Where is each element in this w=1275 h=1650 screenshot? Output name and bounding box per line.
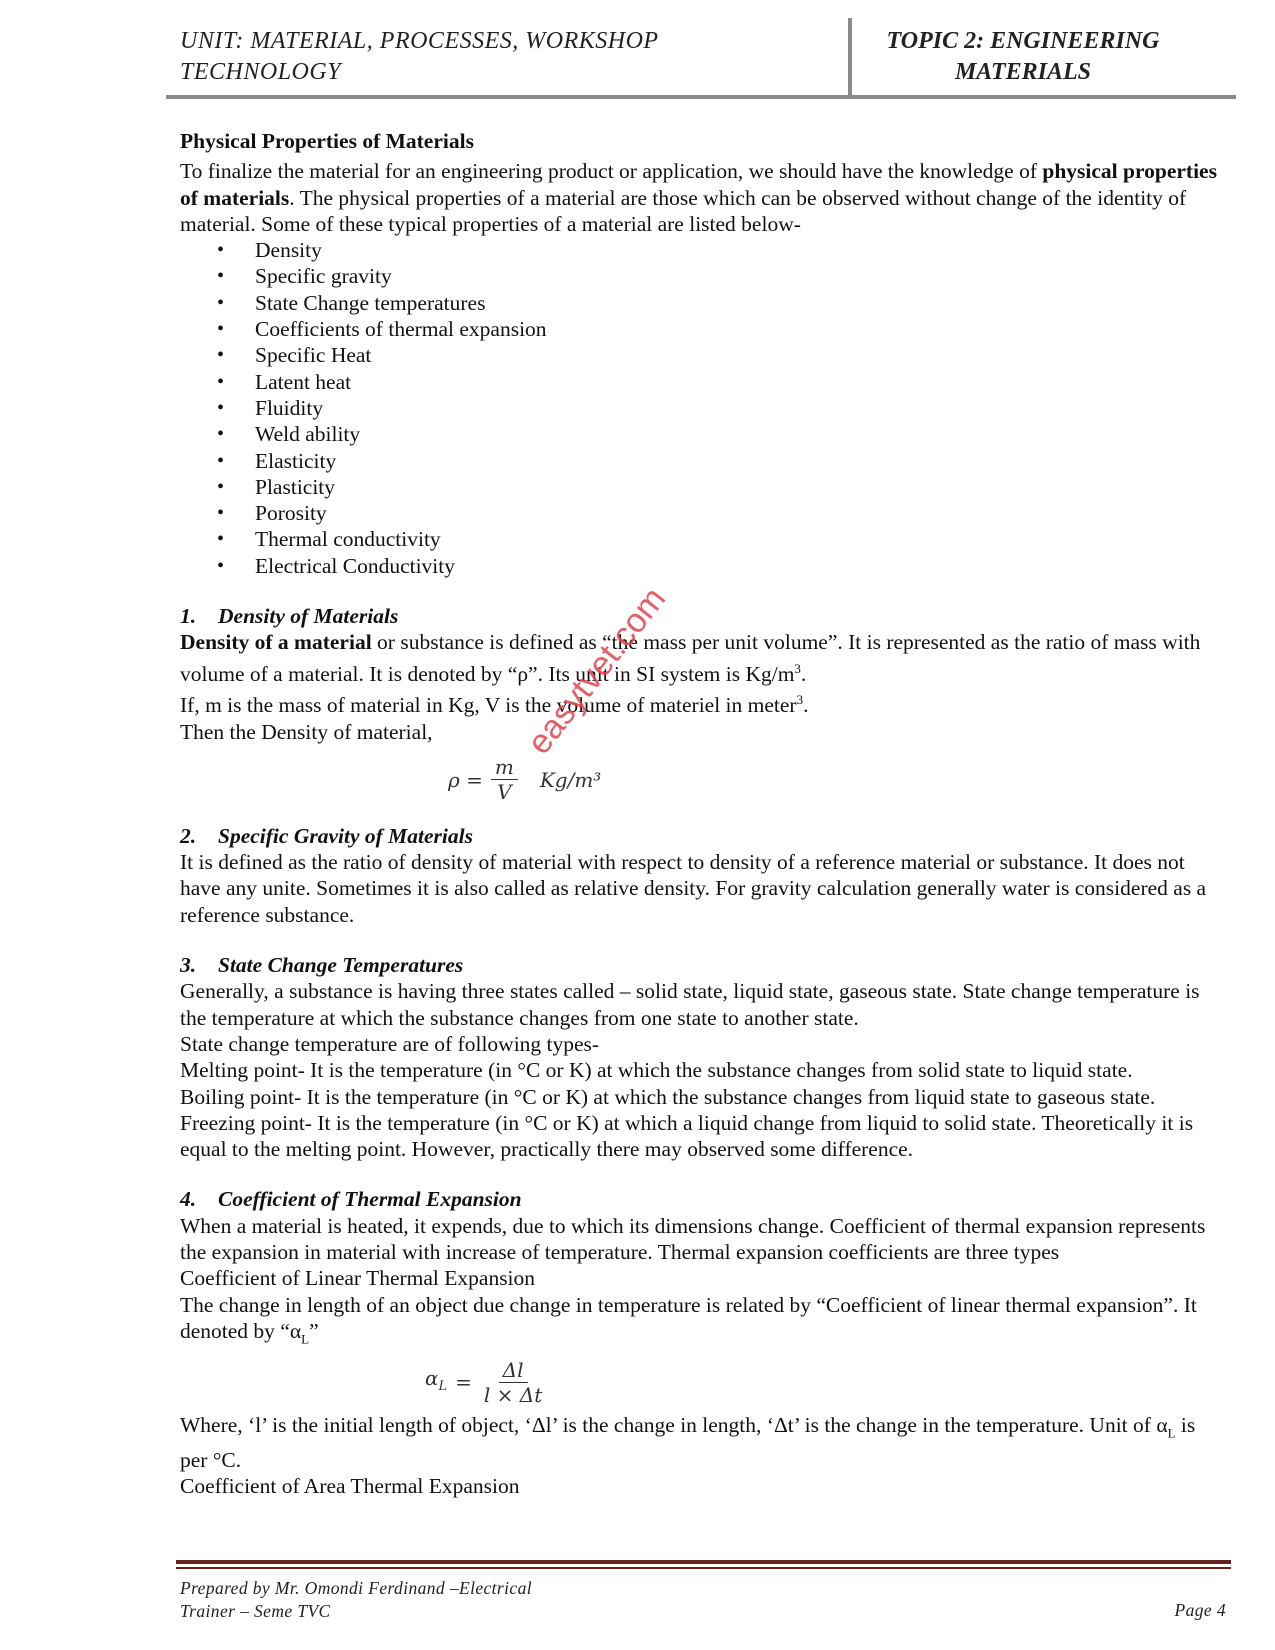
density-formula-unit: Kg/m³ [539,767,602,792]
intro-paragraph: To finalize the material for an engineering product or application, we should have the knowledge of physical properties of materials. The physical properties of a material are those which can be observed without change of the identity of material. Some of these typical properties of a material are listed below- [180,159,1217,236]
linear-formula-numerator: Δl [499,1358,528,1383]
section-title-thermal-expansion: 4. Coefficient of Thermal Expansion [180,1187,522,1212]
thermal-paragraph-1: When a material is heated, it expends, due to which its dimensions change. Coefficient of thermal expansion represents the expansion in material with increase of temperature. Thermal expansion coefficients are three types [180,1213,1206,1264]
footer-author-line1: Prepared by Mr. Omondi Ferdinand –Electrical [180,1578,532,1598]
list-item: • Electrical Conductivity [180,553,1220,579]
density-formula [448,751,1220,809]
header-divider-vertical [848,18,852,98]
page-number: Page 4 [1174,1600,1226,1620]
list-item: • Porosity [180,500,1220,526]
thermal-paragraph-5: Coefficient of Area Thermal Expansion [180,1474,520,1499]
state-paragraph-2: State change temperature are of following types- [180,1031,600,1056]
footer-author-line2: Trainer – Seme TVC [180,1601,331,1621]
state-paragraph-melting: Melting point- It is the temperature (in °C or K) at which the substance changes from solid state to liquid state. [180,1058,1133,1083]
watermark: easytvet.com [520,580,674,762]
density-paragraph-3: Then the Density of material, [180,719,433,744]
properties-list [180,237,1220,579]
list-item: • Thermal conductivity [180,526,1220,552]
density-formula-numerator: m [491,755,518,780]
linear-formula-lhs: $\alpha_L$ [425,1365,448,1394]
list-item: • Weld ability [180,421,1220,447]
density-formula-fraction [491,755,518,804]
list-item: • Latent heat [180,369,1220,395]
list-item: • Fluidity [180,395,1220,421]
density-formula-denominator: V [497,780,512,805]
list-item: • Density [180,237,1220,263]
list-item: • Coefficients of thermal expansion [180,316,1220,342]
header-unit-line2: TECHNOLOGY [180,59,342,85]
list-item: • Elasticity [180,448,1220,474]
list-item: • Plasticity [180,474,1220,500]
header-topic [858,26,1188,88]
footer-rule-thin [176,1567,1231,1569]
section-title-specific-gravity: 2. Specific Gravity of Materials [180,823,473,848]
header-unit-line1: UNIT: MATERIAL, PROCESSES, WORKSHOP [180,28,659,54]
header-topic-line1: TOPIC 2: ENGINEERING [886,28,1160,54]
section-title-state-change: 3. State Change Temperatures [180,953,464,978]
header-divider-horizontal [166,95,1236,99]
section-title-physical-properties: Physical Properties of Materials [180,129,474,153]
list-item: • Specific Heat [180,342,1220,368]
density-paragraph-1: Density of a material or substance is defined as “the mass per unit volume”. It is represented as the ratio of mass with volume of a material. It is denoted by “ρ”. Its unit in SI system is $Kg/m^3$. [180,630,1201,686]
thermal-paragraph-2: Coefficient of Linear Thermal Expansion [180,1266,536,1291]
footer-rule-thick [176,1560,1231,1564]
state-paragraph-boiling: Boiling point- It is the temperature (in °C or K) at which the substance changes from liquid state to gaseous state. [180,1084,1156,1109]
state-paragraph-1: Generally, a substance is having three states called – solid state, liquid state, gaseous state. State change temperature is the temperature at which the substance changes from one state to another state. [180,979,1200,1030]
header-unit [180,26,820,88]
gravity-paragraph: It is defined as the ratio of density of material with respect to density of a reference material or substance. It does not have any unite. Sometimes it is also called as relative density. For gravity calculation generally water is considered as a reference substance. [180,850,1207,927]
thermal-paragraph-4: Where, ‘l’ is the initial length of object, ‘Δl’ is the change in length, ‘Δt’ is the change in the temperature. Unit of $\alpha_L$ is per °C. [180,1413,1196,1473]
thermal-paragraph-3: The change in length of an object due change in temperature is related by “Coefficient of linear thermal expansion”. It denoted by “$\alpha_L$” [180,1292,1197,1347]
state-paragraph-freezing: Freezing point- It is the temperature (in °C or K) at which a liquid change from liquid to solid state. Theoretically it is equal to the melting point. However, practically there may observed some difference. [180,1110,1194,1162]
footer-author [180,1577,532,1623]
list-item: • State Change temperatures [180,290,1220,316]
linear-formula-denominator: l × Δt [483,1382,543,1407]
density-formula-lhs: ρ = [448,767,483,792]
linear-formula-equals: = [455,1370,472,1395]
header-topic-line2: MATERIALS [954,59,1092,85]
page-content [180,128,1220,1500]
list-item: • Specific gravity [180,263,1220,289]
linear-expansion-formula [425,1354,1220,1410]
linear-formula-fraction [480,1358,546,1407]
density-paragraph-2: If, m is the mass of material in Kg, V is the volume of materiel in meter$^3$. [180,692,809,718]
section-title-density: 1. Density of Materials [180,604,399,629]
